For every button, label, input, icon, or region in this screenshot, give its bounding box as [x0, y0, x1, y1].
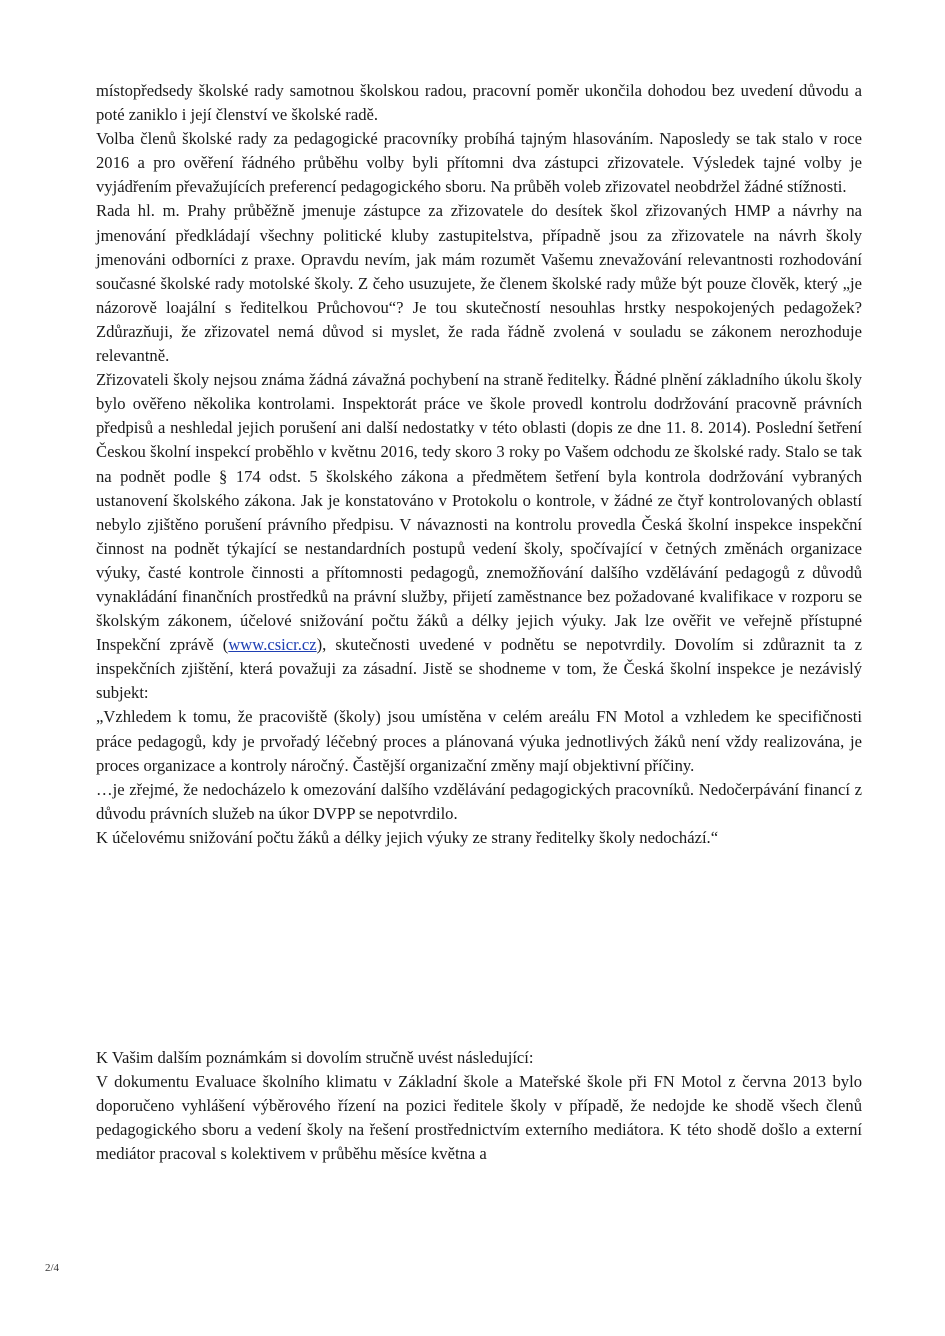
paragraph: Rada hl. m. Prahy průběžně jmenuje zástupce za zřizovatele do desítek škol zřizovaných HMP a návrhy na jmenování předkládají všechny politické kluby zastupitelstva, případně jsou za zřizovatele na návrh školy jmenováni odborníci z praxe. Opravdu nevím, jak mám rozumět Vašemu znevažování relevantnosti rozhodování současné školské rady motolské školy. Z čeho usuzujete, že členem školské rady může být pouze člověk, který „je názorově loajální s ředitelkou Průchovou“? Je tou skutečností nesouhlas hrstky nespokojených pedagožek? Zdůrazňuji, že zřizovatel nemá důvod si myslet, že rada řádně zvolená v souladu se zákonem nerozhoduje relevantně.: [96, 201, 862, 366]
page-number: 2/4: [45, 1262, 60, 1274]
main-text: [96, 79, 862, 850]
quote-paragraph: …je zřejmé, že nedocházelo k omezování dalšího vzdělávání pedagogických pracovníků. Nedočerpávání financí z důvodu právních služeb na úkor DVPP se nepotvrdilo.: [96, 779, 862, 823]
paragraph: K Vašim dalším poznámkám si dovolím stručně uvést následující:: [96, 1048, 534, 1067]
paragraph-inspection: [96, 368, 862, 705]
paragraph: V dokumentu Evaluace školního klimatu v Základní škole a Mateřské škole při FN Motol z června 2013 bylo doporučeno vyhlášení výběrového řízení na pozici ředitele školy v případě, že nedojde ke shodě všech členů pedagogického sboru a vedení školy na řešení prostřednictvím externího mediátora. K této shodě došlo a externí mediátor pracoval s kolektivem v průběhu měsíce května a: [96, 1072, 862, 1164]
paragraph: Volba členů školské rady za pedagogické pracovníky probíhá tajným hlasováním. Naposledy se tak stalo v roce 2016 a pro ověření řádného průběhu volby byli přítomni dva zástupci zřizovatele. Výsledek tajné volby je vyjádřením převažujících preferencí pedagogického sboru. Na průběh voleb zřizovatel neobdržel žádné stížnosti.: [96, 129, 862, 197]
paragraph-text: Zřizovateli školy nejsou známa žádná závažná pochybení na straně ředitelky. Řádné plnění základního úkolu školy bylo ověřeno několika kontrolami. Inspektorát práce ve škole provedl kontrolu dodržování pracovně právních předpisů a neshledal jejich porušení ani další nedostatky v této oblasti (dopis ze dne 11. 8. 2014). Poslední šetření Českou školní inspekcí proběhlo v květnu 2016, tedy skoro 3 roky po Vašem odchodu ze školské rady. Stalo se tak na podnět podle § 174 odst. 5 školského zákona a předmětem šetření byla kontrola dodržování vybraných ustanovení školského zákona. Jak je konstatováno v Protokolu o kontrole, v žádné ze čtyř kontrolovaných oblastí nebylo zjištěno porušení právního předpisu. V návaznosti na kontrolu provedla Česká školní inspekce inspekční činnost na podnět týkající se nestandardních postupů vedení školy, spočívající v četných změnách organizace výuky, časté kontrole činnosti a přítomnosti pedagogů, znemožňování dalšího vzdělávání pedagogů z důvodů vynakládání finančních prostředků na právní služby, přijetí zaměstnance bez požadované kvalifikace v rozporu se školským zákonem, účelové snižování počtu žáků a délky jejich výuky. Jak lze ověřit ve veřejně přístupné Inspekční zprávě (: [96, 370, 862, 655]
tail-text: [96, 1046, 862, 1166]
csicr-link[interactable]: www.csicr.cz: [228, 635, 317, 655]
paragraph: místopředsedy školské rady samotnou školskou radou, pracovní poměr ukončila dohodou bez uvedení důvodu a poté zaniklo i její členství ve školské radě.: [96, 81, 862, 125]
paragraph-text: ), skutečnosti uvedené v podnětu se nepotvrdily. Dovolím si zdůraznit ta z inspekčních zjištění, která považuji za zásadní. Jistě se shodneme v tom, že Česká školní inspekce je nezávislý subjekt:: [96, 635, 862, 703]
quote-paragraph: K účelovému snižování počtu žáků a délky jejich výuky ze strany ředitelky školy nedochází.“: [96, 827, 719, 847]
quote-paragraph: „Vzhledem k tomu, že pracoviště (školy) jsou umístěna v celém areálu FN Motol a vzhledem ke specifičnosti práce pedagogů, kdy je prvořadý léčebný proces a plánovaná výuka jednotlivých žáků není vždy realizována, je proces organizace a kontroly náročný. Častější organizační změny mají objektivní příčiny.: [96, 707, 862, 775]
